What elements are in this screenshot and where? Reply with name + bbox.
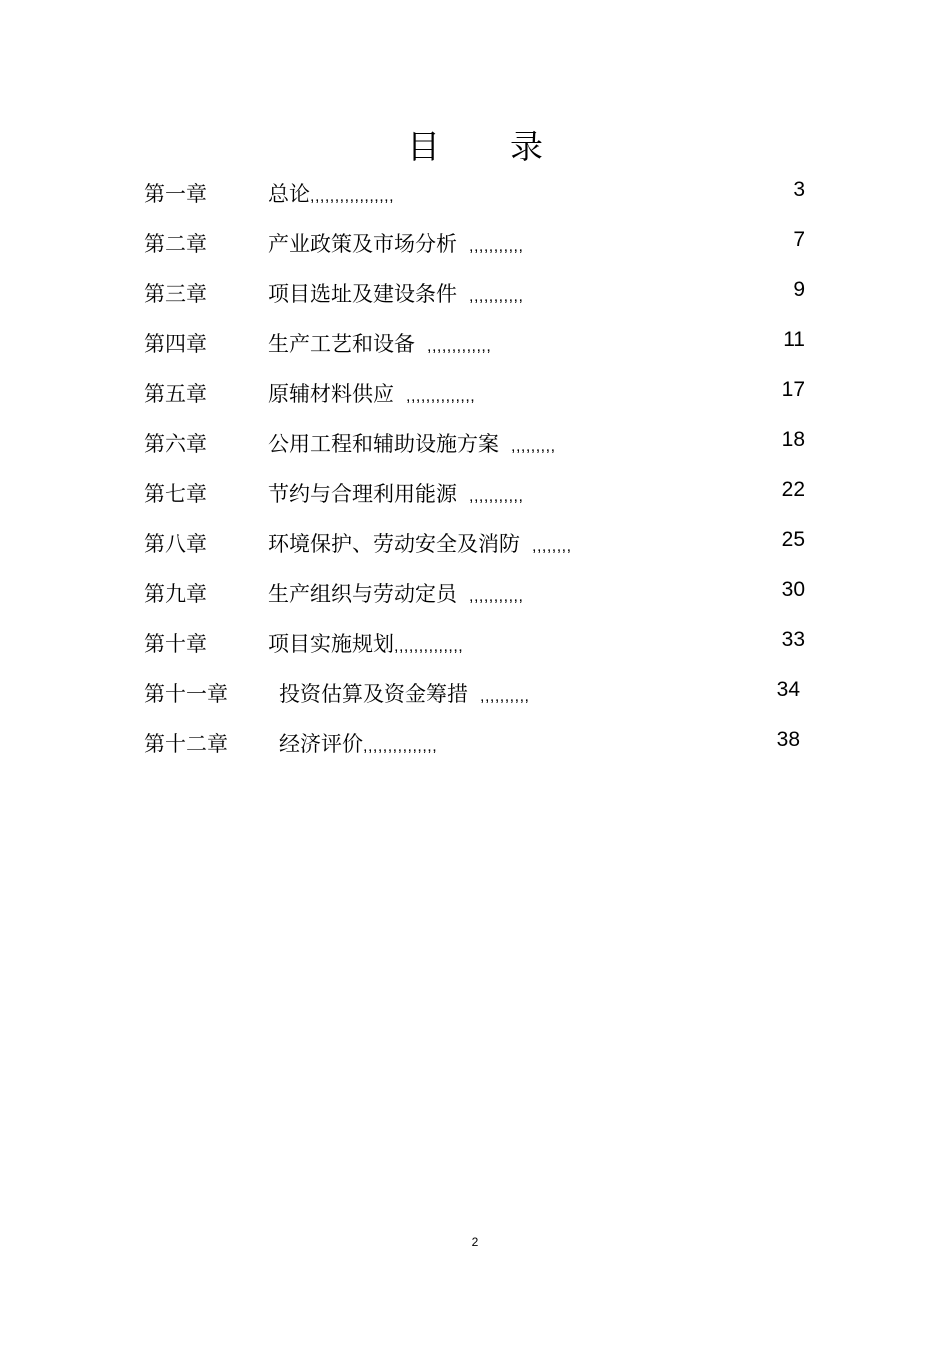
toc-leader-dots: ,,,,,,,,,,,	[469, 488, 524, 505]
toc-page-number: 3	[793, 178, 805, 201]
toc-chapter-label: 第五章	[144, 382, 207, 406]
toc-chapter-label: 第六章	[144, 432, 207, 456]
toc-leader-dots: ,,,,,,,,,,,	[469, 288, 524, 305]
toc-entry-1[interactable]	[0, 170, 950, 220]
toc-chapter-label: 第三章	[144, 282, 207, 306]
toc-entry-title: 经济评价	[279, 732, 363, 756]
toc-leader-dots: ,,,,,,,,,,,,,,	[394, 638, 464, 655]
page-title-char-2: 录	[510, 127, 543, 166]
toc-chapter-label: 第九章	[144, 582, 207, 606]
toc-entry-title: 投资估算及资金筹措	[279, 682, 468, 706]
toc-entry-title: 项目选址及建设条件	[268, 282, 457, 306]
toc-entry-10[interactable]	[0, 620, 950, 670]
toc-leader-dots: ,,,,,,,,,,,	[469, 238, 524, 255]
toc-chapter-label: 第十一章	[144, 682, 228, 706]
toc-entry-title: 节约与合理利用能源	[268, 482, 457, 506]
toc-entry-2[interactable]	[0, 220, 950, 270]
toc-chapter-label: 第二章	[144, 232, 207, 256]
toc-entry-6[interactable]	[0, 420, 950, 470]
toc-page-number: 30	[781, 578, 805, 601]
toc-leader-dots: ,,,,,,,,,	[511, 438, 556, 455]
toc-leader-dots: ,,,,,,,,,,,,,	[427, 338, 492, 355]
toc-chapter-label: 第十章	[144, 632, 207, 656]
toc-entry-title: 生产组织与劳动定员	[268, 582, 457, 606]
toc-entry-7[interactable]	[0, 470, 950, 520]
toc-page-number: 17	[781, 378, 805, 401]
toc-entry-3[interactable]	[0, 270, 950, 320]
toc-entry-title: 生产工艺和设备	[268, 332, 415, 356]
toc-leader-dots: ,,,,,,,,	[532, 538, 572, 555]
toc-page-number: 33	[781, 628, 805, 651]
page-title-char-1: 目	[407, 127, 440, 166]
toc-page-number: 9	[793, 278, 805, 301]
toc-entry-9[interactable]	[0, 570, 950, 620]
page-title	[0, 126, 950, 168]
footer-page-number: 2	[471, 1235, 479, 1249]
toc-leader-dots: ,,,,,,,,,,,	[469, 588, 524, 605]
toc-entry-title: 产业政策及市场分析	[268, 232, 457, 256]
toc-entry-8[interactable]	[0, 520, 950, 570]
toc-chapter-label: 第四章	[144, 332, 207, 356]
toc-page-number: 22	[781, 478, 805, 501]
toc-page-number: 34	[776, 678, 800, 701]
toc-leader-dots: ,,,,,,,,,,,,,,,	[363, 738, 438, 755]
toc-leader-dots: ,,,,,,,,,,	[480, 688, 530, 705]
toc-entry-title: 项目实施规划	[268, 632, 394, 656]
toc-page-number: 7	[793, 228, 805, 251]
toc-entry-title: 总论	[268, 182, 310, 206]
toc-entry-12[interactable]	[0, 720, 950, 770]
toc-page-number: 18	[781, 428, 805, 451]
toc-chapter-label: 第十二章	[144, 732, 228, 756]
toc-leader-dots: ,,,,,,,,,,,,,,,,,	[310, 188, 395, 205]
toc-entry-title: 公用工程和辅助设施方案	[268, 432, 499, 456]
toc-entry-4[interactable]	[0, 320, 950, 370]
toc-entry-title: 环境保护、劳动安全及消防	[268, 532, 520, 556]
toc-page-number: 25	[781, 528, 805, 551]
toc-entry-title: 原辅材料供应	[268, 382, 394, 406]
toc-chapter-label: 第八章	[144, 532, 207, 556]
toc-leader-dots: ,,,,,,,,,,,,,,	[406, 388, 476, 405]
toc-entry-5[interactable]	[0, 370, 950, 420]
toc-entry-11[interactable]	[0, 670, 950, 720]
table-of-contents	[0, 170, 950, 770]
toc-chapter-label: 第七章	[144, 482, 207, 506]
toc-page-number: 11	[783, 328, 805, 351]
toc-page-number: 38	[776, 728, 800, 751]
toc-chapter-label: 第一章	[144, 182, 207, 206]
